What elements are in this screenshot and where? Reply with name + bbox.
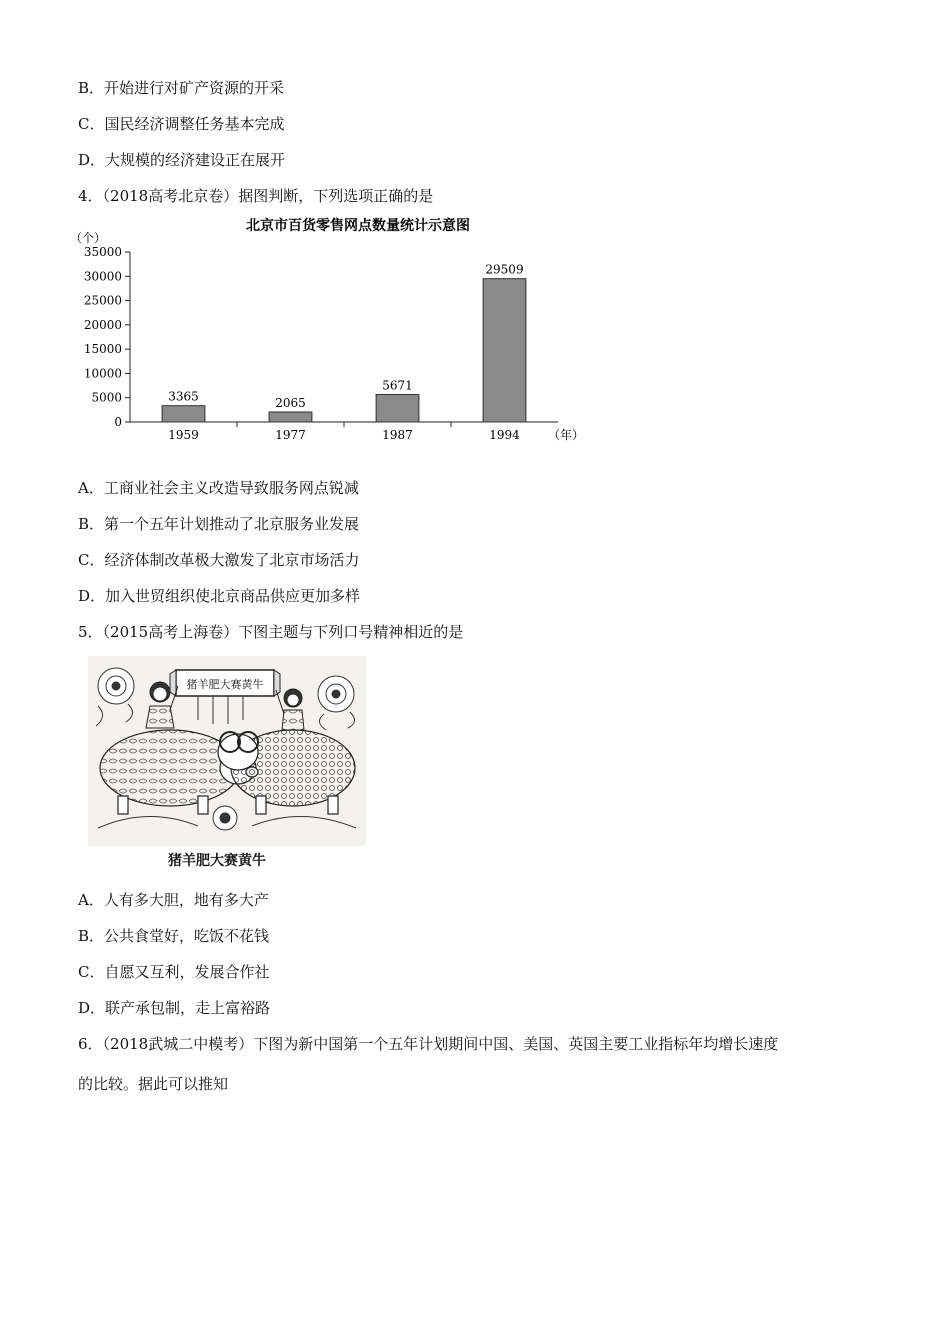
papercut-poster [88,656,366,846]
chart-bar [162,406,205,422]
chart-y-tick-label: 25000 [83,293,122,308]
q5-stem: 5．（2015高考上海卷）下图主题与下列口号精神相近的是 [78,623,464,641]
papercut-illustration [88,656,366,846]
chart-y-tick-label: 35000 [83,245,122,259]
q4-option-c: C．经济体制改革极大激发了北京市场活力 [78,551,360,569]
chart-y-tick-label: 30000 [83,269,122,284]
q5-option-c: C．自愿又互利，发展合作社 [78,963,270,981]
chart-y-tick-label: 15000 [83,342,122,357]
poster-banner-text: 猪羊肥大赛黄牛 [186,678,264,691]
q5-option-d: D．联产承包制，走上富裕路 [78,999,271,1017]
chart-x-tick-label: 1959 [168,428,199,442]
ram-icon [218,730,355,814]
q6-stem-line2: 的比较。据此可以推知 [78,1075,229,1093]
chart-data-label: 2065 [275,395,306,410]
q5-option-a: A．人有多大胆，地有多大产 [78,891,269,909]
flower-bottom-icon [98,806,356,830]
chart-bar [376,394,419,422]
chart-y-tick-label: 10000 [83,366,122,381]
bar-chart-svg [68,212,585,447]
flower-left-icon [96,668,134,726]
chart-data-label: 3365 [168,389,199,404]
q3-option-d: D．大规模的经济建设正在展开 [78,151,286,169]
chart-data-label: 5671 [382,378,413,393]
chart-bar [269,412,312,422]
chart-y-axis-label: （个） [70,231,107,245]
flower-right-icon [318,676,355,730]
q3-option-b: B．开始进行对矿产资源的开采 [78,79,285,97]
poster-caption: 猪羊肥大赛黄牛 [168,853,266,869]
chart-bars [162,263,526,422]
chart-x-tick-label: 1977 [275,428,306,442]
q5-option-b: B．公共食堂好，吃饭不花钱 [78,927,270,945]
chart-x-tick-label: 1987 [382,428,413,442]
q6-stem-line1: 6．（2018武城二中模考）下图为新中国第一个五年计划期间中国、美国、英国主要工业指标年均增长速度 [78,1035,779,1053]
child-right-icon [276,689,304,730]
chart-x-axis-label: （年） [548,428,585,442]
chart-x-tick-label: 1994 [489,428,520,442]
q4-option-d: D．加入世贸组织使北京商品供应更加多样 [78,587,361,605]
poster-banner [170,670,280,724]
chart-y-tick-label: 5000 [91,390,122,405]
q4-option-a: A．工商业社会主义改造导致服务网点锐减 [78,479,359,497]
chart-bar [483,279,526,422]
chart-data-label: 29509 [485,262,524,277]
chart-y-tick-label: 0 [114,415,122,429]
q4-option-b: B．第一个五年计划推动了北京服务业发展 [78,515,360,533]
chart-title: 北京市百货零售网点数量统计示意图 [246,218,470,234]
retail-outlets-chart [68,212,585,447]
q3-option-c: C．国民经济调整任务基本完成 [78,115,285,133]
q4-stem: 4．（2018高考北京卷）据图判断，下列选项正确的是 [78,187,434,205]
chart-y-tick-label: 20000 [83,317,122,332]
